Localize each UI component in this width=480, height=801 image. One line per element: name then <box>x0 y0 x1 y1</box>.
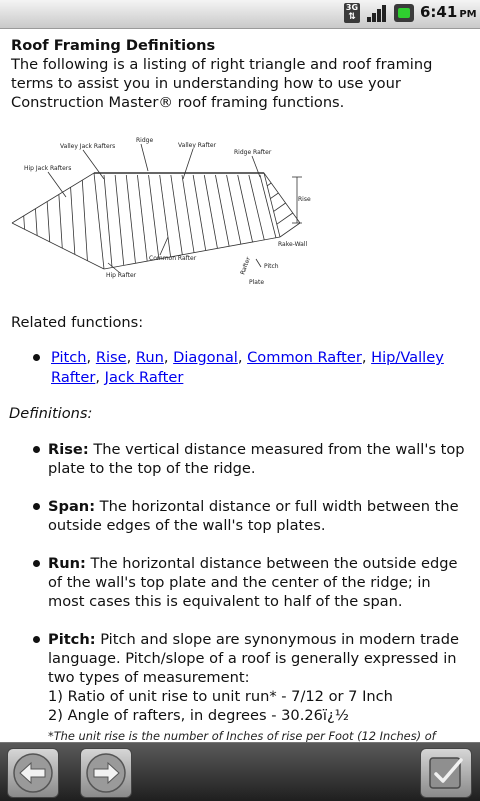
help-content[interactable] <box>0 28 480 742</box>
forward-button[interactable] <box>80 748 132 798</box>
3g-icon: 3G ⇅ <box>345 3 359 22</box>
pitch-line-1: 1) Ratio of unit rise to unit run* - 7/12 or 7 Inch <box>48 688 393 705</box>
related-functions-label: Related functions: <box>11 314 144 331</box>
link-jack-rafter[interactable]: Jack Rafter <box>104 368 184 386</box>
bullet <box>33 560 40 567</box>
label-common-rafter: Common Rafter <box>149 255 197 262</box>
label-plate: Plate <box>249 279 265 286</box>
label-rafter: Rafter <box>239 256 253 276</box>
definitions-heading: Definitions: <box>9 405 93 422</box>
bullet <box>33 354 40 361</box>
status-bar <box>0 0 480 29</box>
footnote: *The unit rise is the number of Inches of rise per Foot (12 Inches) of <box>48 729 436 742</box>
link-hip-valley-rafter[interactable]: Hip/Valley Rafter <box>51 349 444 386</box>
bullet <box>33 636 40 643</box>
definition-term: Rise: <box>48 441 89 458</box>
clock-time: 6:41 <box>420 3 458 21</box>
page-title: Roof Framing Definitions <box>11 37 216 54</box>
link-run[interactable]: Run <box>135 349 164 366</box>
link-rise[interactable]: Rise <box>95 349 127 366</box>
label-hip-rafter: Hip Rafter <box>106 272 137 279</box>
network-badge-text: 3G <box>345 3 359 12</box>
definition-term: Span: <box>48 498 96 515</box>
definition-term: Run: <box>48 555 86 572</box>
clock <box>420 3 477 25</box>
label-valley-jack: Valley Jack Rafters <box>60 143 116 150</box>
bottom-toolbar <box>0 742 480 801</box>
label-ridge-rafter: Ridge Rafter <box>234 149 272 156</box>
pitch-line-2: 2) Angle of rafters, in degrees - 30.26ï¿½ <box>48 707 349 724</box>
link-pitch[interactable]: Pitch <box>51 349 87 366</box>
definition-span <box>48 497 470 535</box>
signal-icon <box>366 3 388 23</box>
definition-text: The vertical distance measured from the wall's top plate to the top of the ridge. <box>48 441 465 477</box>
related-links: Pitch, Rise, Run, Diagonal, Common Rafter, Hip/Valley Rafter, Jack Rafter <box>51 349 444 386</box>
label-hip-jack: Hip Jack Rafters <box>24 165 72 172</box>
checkmark-icon <box>421 749 471 797</box>
roof-framing-diagram <box>8 131 320 309</box>
label-pitch: Pitch <box>264 263 279 270</box>
done-button[interactable] <box>420 748 472 798</box>
link-common-rafter[interactable]: Common Rafter <box>247 349 362 366</box>
definition-rise <box>48 440 470 478</box>
definition-pitch <box>48 630 470 725</box>
clock-ampm: PM <box>459 9 477 20</box>
label-rake-wall: Rake-Wall <box>278 241 308 248</box>
label-ridge: Ridge <box>136 137 154 144</box>
definition-text: The horizontal distance between the outside edge of the wall's top plate and the center of the ridge; in most cases this is equivalent to half of the span. <box>48 555 458 610</box>
intro-paragraph: The following is a listing of right triangle and roof framing terms to assist you in understanding how to use your Construction Master® roof framing functions. <box>11 56 433 111</box>
definition-term: Pitch: <box>48 631 96 648</box>
label-valley-rafter: Valley Rafter <box>178 142 217 149</box>
battery-icon <box>394 4 414 22</box>
bullet <box>33 503 40 510</box>
bullet <box>33 446 40 453</box>
back-button[interactable] <box>7 748 59 798</box>
label-rise: Rise <box>298 196 311 203</box>
definition-text: Pitch and slope are synonymous in modern trade language. Pitch/slope of a roof is generally expressed in two types of measurement: <box>48 631 459 686</box>
definition-text: The horizontal distance or full width between the outside edges of the wall's top plates. <box>48 498 459 534</box>
forward-arrow-icon <box>81 749 131 797</box>
definition-run <box>48 554 470 611</box>
back-arrow-icon <box>8 749 58 797</box>
link-diagonal[interactable]: Diagonal <box>173 349 238 366</box>
